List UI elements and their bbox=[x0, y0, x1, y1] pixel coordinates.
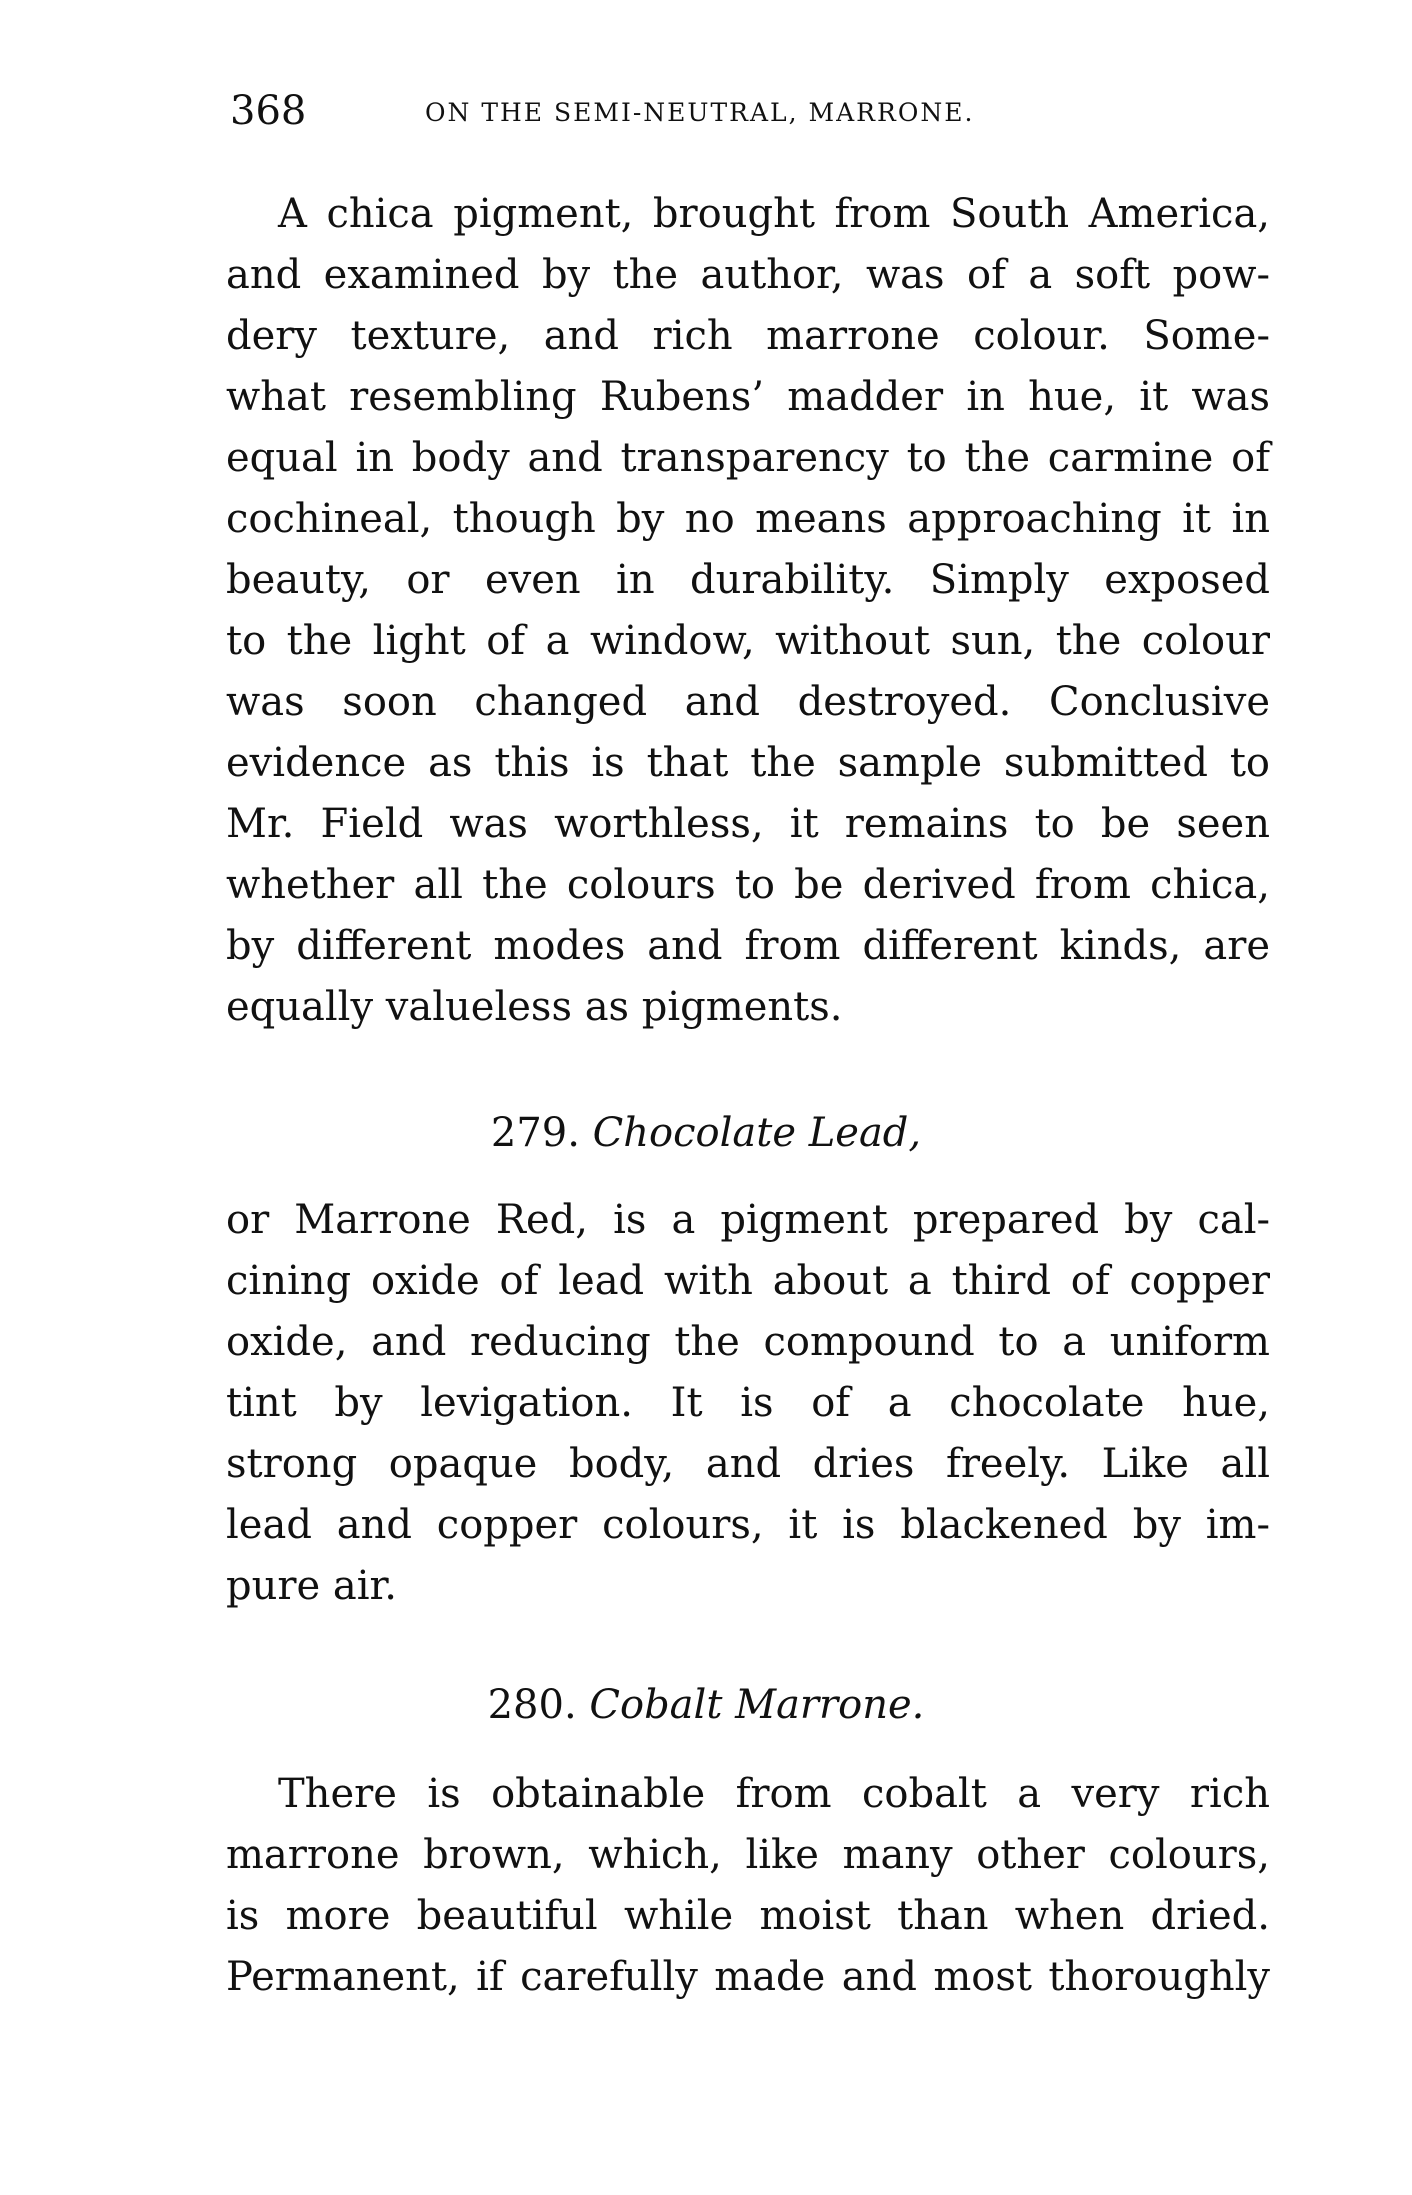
text-line: whether all the colours to be derived from chica, bbox=[226, 862, 1270, 908]
text-line: lead and copper colours, it is blackened by im- bbox=[226, 1502, 1270, 1548]
text-line: tint by levigation. It is of a chocolate hue, bbox=[226, 1380, 1270, 1426]
page-number: 368 bbox=[230, 88, 307, 134]
text-line: dery texture, and rich marrone colour. Some- bbox=[226, 313, 1270, 359]
section-title: Cobalt Marrone. bbox=[589, 1682, 925, 1728]
text-line: to the light of a window, without sun, the colour bbox=[226, 618, 1270, 664]
text-line: was soon changed and destroyed. Conclusive bbox=[226, 679, 1270, 725]
text-line: by different modes and from different kinds, are bbox=[226, 923, 1270, 969]
section-number: 279. bbox=[490, 1110, 580, 1156]
text-line: or Marrone Red, is a pigment prepared by cal- bbox=[226, 1197, 1270, 1243]
text-line: A chica pigment, brought from South America, bbox=[278, 191, 1270, 237]
text-line: strong opaque body, and dries freely. Like all bbox=[226, 1441, 1270, 1487]
text-line: what resembling Rubens’ madder in hue, it was bbox=[226, 374, 1270, 420]
paragraph-chocolate-lead bbox=[226, 1190, 1270, 1617]
text-line: equally valueless as pigments. bbox=[226, 984, 843, 1030]
section-heading-280 bbox=[0, 1682, 1412, 1728]
text-line: cining oxide of lead with about a third of copper bbox=[226, 1258, 1270, 1304]
running-title: ON THE SEMI-NEUTRAL, MARRONE. bbox=[425, 98, 975, 127]
text-line: and examined by the author, was of a soft pow- bbox=[226, 252, 1270, 298]
section-heading-279 bbox=[0, 1110, 1412, 1156]
text-line: oxide, and reducing the compound to a uniform bbox=[226, 1319, 1270, 1365]
text-line: Mr. Field was worthless, it remains to be seen bbox=[226, 801, 1270, 847]
text-line: pure air. bbox=[226, 1563, 397, 1609]
paragraph-cobalt-marrone bbox=[226, 1764, 1270, 2008]
text-line: There is obtainable from cobalt a very rich bbox=[278, 1771, 1270, 1817]
section-number: 280. bbox=[487, 1682, 577, 1728]
paragraph-chica bbox=[226, 184, 1270, 1038]
text-line: is more beautiful while moist than when dried. bbox=[226, 1893, 1270, 1939]
text-line: beauty, or even in durability. Simply exposed bbox=[226, 557, 1270, 603]
text-line: Permanent, if carefully made and most thoroughly bbox=[226, 1954, 1270, 2000]
text-line: evidence as this is that the sample submitted to bbox=[226, 740, 1270, 786]
page-header bbox=[230, 88, 1080, 138]
section-title: Chocolate Lead, bbox=[592, 1110, 922, 1156]
text-line: equal in body and transparency to the carmine of bbox=[226, 435, 1270, 481]
text-line: marrone brown, which, like many other colours, bbox=[226, 1832, 1270, 1878]
text-line: cochineal, though by no means approaching it in bbox=[226, 496, 1270, 542]
